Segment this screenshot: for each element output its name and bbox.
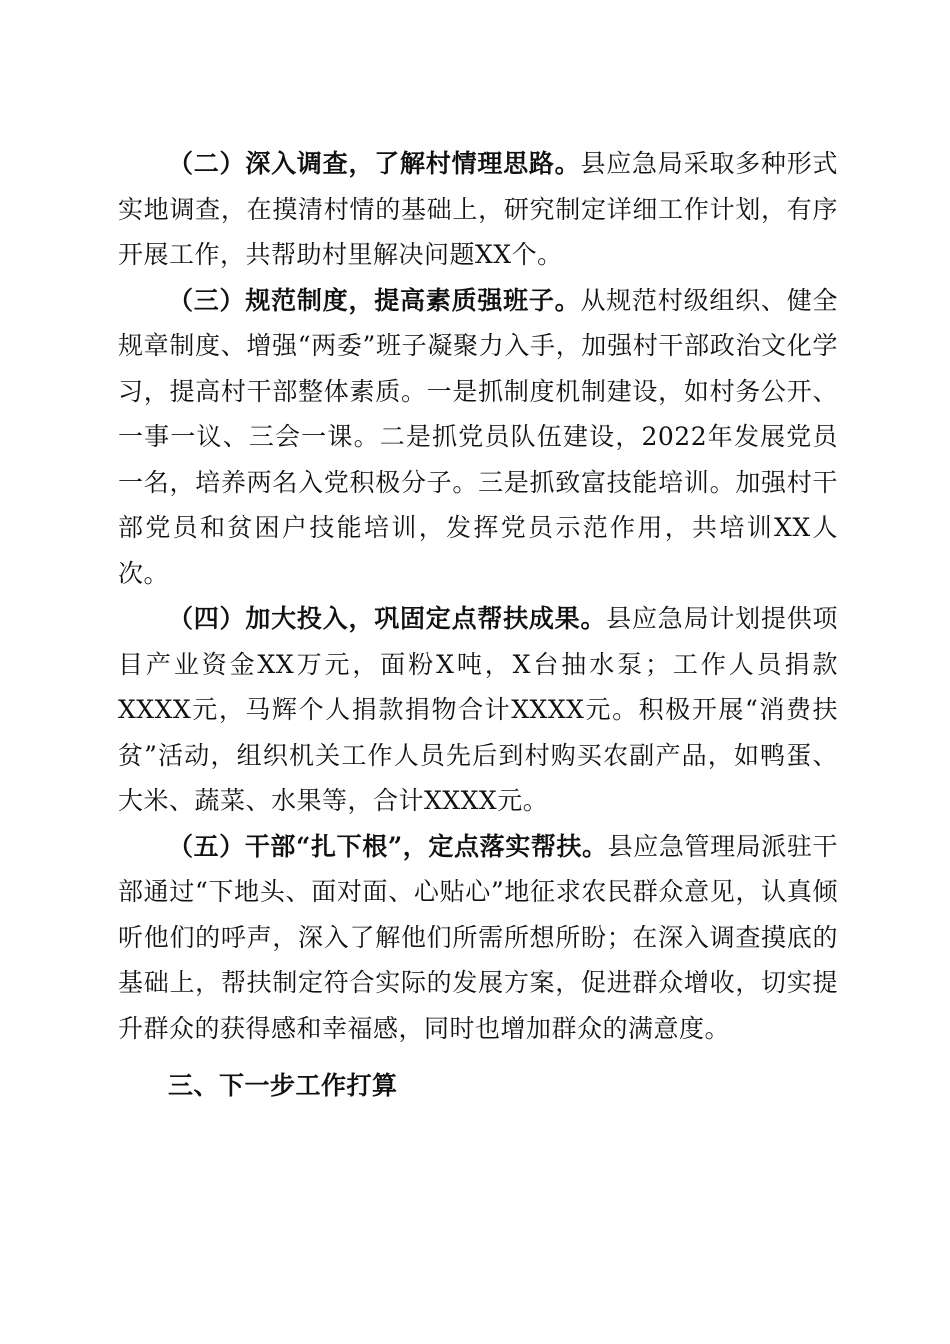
section-heading: 三、下一步工作打算	[168, 1071, 398, 1100]
paragraph-regulation	[118, 278, 838, 597]
paragraph-cadres	[118, 824, 838, 1052]
paragraph-lead: （四）加大投入，巩固定点帮扶成果。	[168, 604, 607, 633]
paragraph-lead: （三）规范制度，提高素质强班子。	[168, 285, 581, 315]
paragraph-text: 县应急局计划提供项目产业资金XX万元，面粉X吨，X台抽水泵；工作人员捐款XXXX元，马辉个人捐款捐物合计XXXX元。积极开展“消费扶贫”活动，组织机关工作人员先后到村购买农副产品，如鸭蛋、大米、蔬菜、水果等，合计XXXX元。	[118, 604, 838, 815]
paragraph-investigation	[118, 141, 838, 278]
paragraph-lead: （五）干部“扎下根”，定点落实帮扶。	[168, 831, 608, 861]
paragraph-text: 县应急局采取多种形式实地调查，在摸清村情的基础上，研究制定详细工作计划，有序开展工作，共帮助村里解决问题XX个。	[118, 149, 838, 269]
paragraph-lead: （二）深入调查，了解村情理思路。	[168, 149, 581, 178]
document-body	[118, 141, 838, 1109]
paragraph-text: 县应急管理局派驻干部通过“下地头、面对面、心贴心”地征求农民群众意见，认真倾听他们的呼声，深入了解他们所需所想所盼；在深入调查摸底的基础上，帮扶制定符合实际的发展方案，促进群众增收，切实提升群众的获得感和幸福感，同时也增加群众的满意度。	[118, 831, 838, 1043]
paragraph-investment	[118, 596, 838, 824]
paragraph-text: 从规范村级组织、健全规章制度、增强“两委”班子凝聚力入手，加强村干部政治文化学习，提高村干部整体素质。一是抓制度机制建设，如村务公开、一事一议、三会一课。二是抓党员队伍建设，2022年发展党员一名，培养两名入党积极分子。三是抓致富技能培训。加强村干部党员和贫困户技能培训，发挥党员示范作用，共培训XX人次。	[118, 285, 838, 588]
